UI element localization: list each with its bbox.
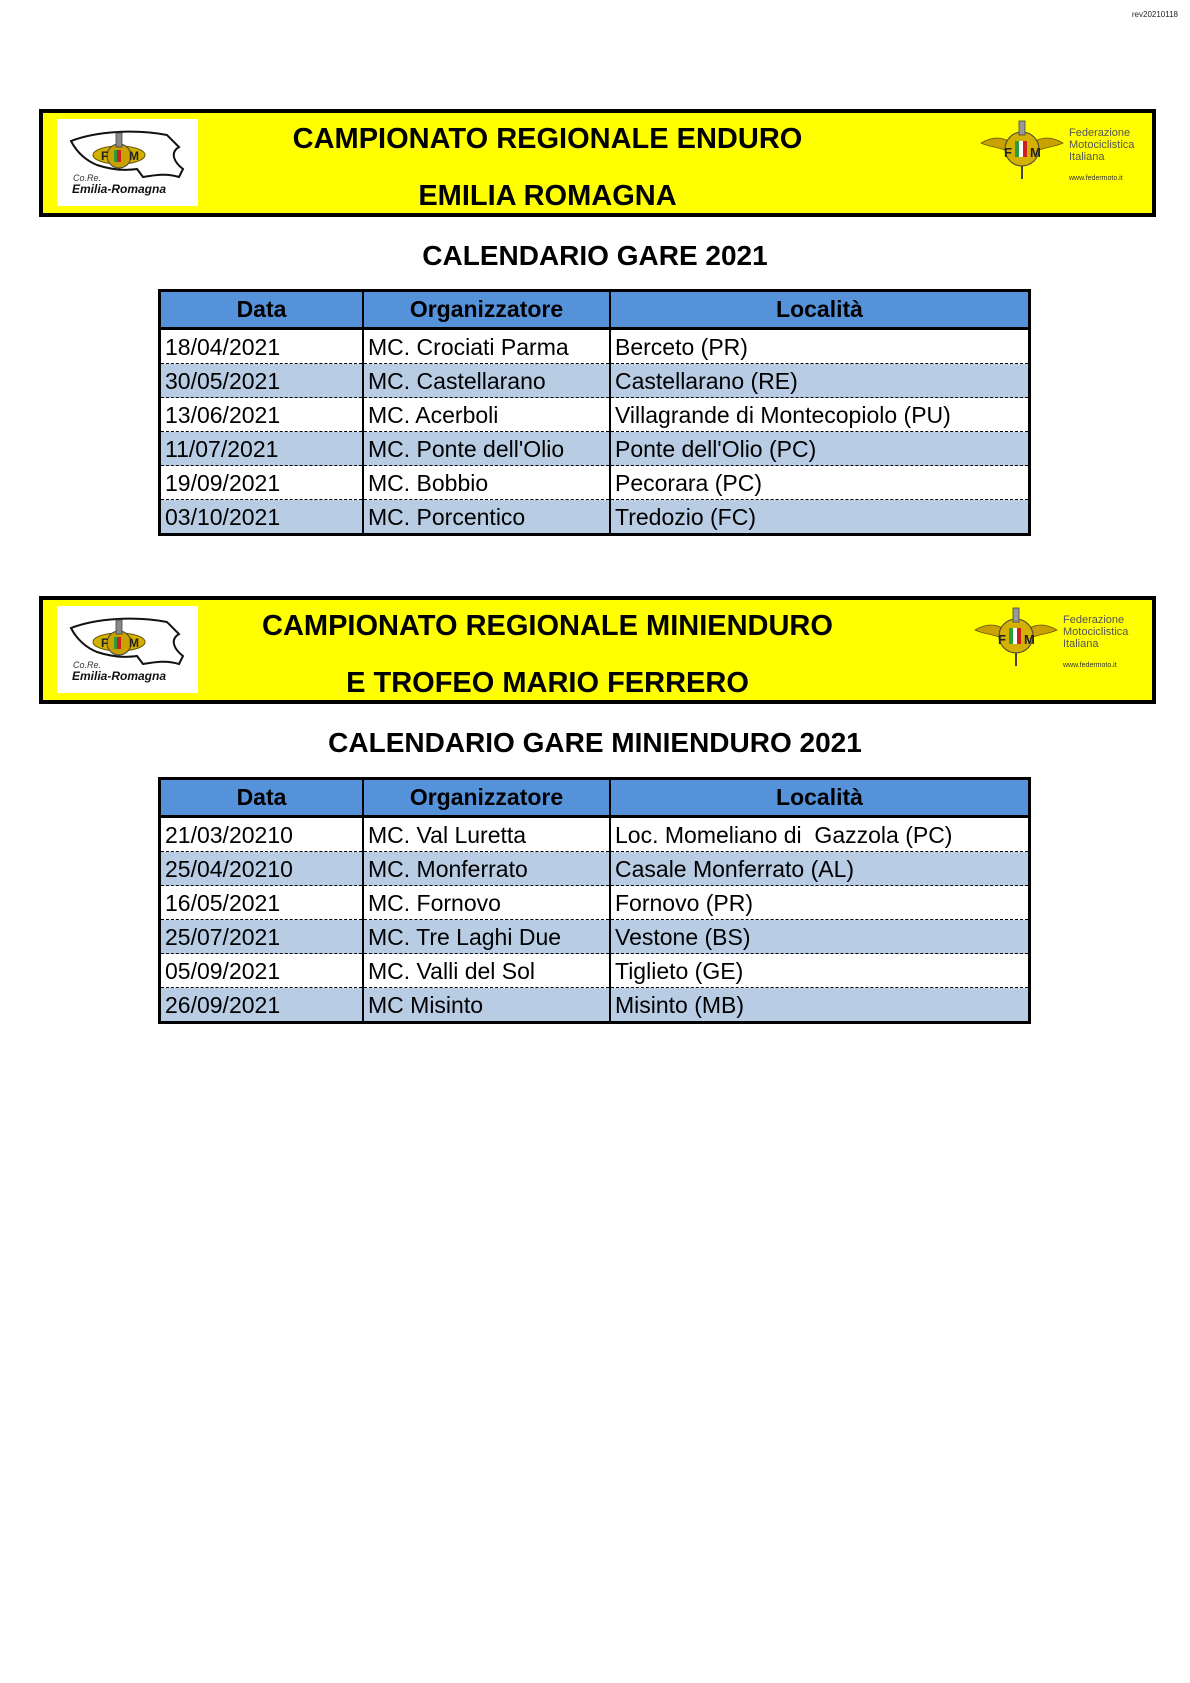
minienduro-calendar-title: CALENDARIO GARE MINIENDURO 2021: [328, 727, 862, 758]
svg-text:F: F: [101, 636, 109, 650]
fmi-name: [1069, 127, 1134, 163]
logo-left-line2: Emilia-Romagna: [72, 669, 167, 683]
cell-location: Ponte dell'Olio (PC): [610, 432, 1030, 466]
svg-text:M: M: [129, 636, 139, 650]
cell-organizer: MC. Fornovo: [363, 886, 610, 920]
table-row: [160, 954, 1030, 988]
fmi-name-line3: Italiana: [1069, 151, 1105, 163]
cell-date: 18/04/2021: [160, 329, 364, 364]
enduro-banner-title-line2: EMILIA ROMAGNA: [418, 180, 677, 212]
table-header-row: [160, 291, 1030, 329]
fmi-name-line1: Federazione: [1069, 127, 1131, 139]
column-header-date: Data: [160, 291, 364, 329]
cell-organizer: MC. Castellarano: [363, 364, 610, 398]
table-header-row: [160, 779, 1030, 817]
enduro-banner-title-line1: CAMPIONATO REGIONALE ENDURO: [292, 123, 803, 155]
cell-date: 19/09/2021: [160, 466, 364, 500]
table-row: [160, 432, 1030, 466]
table-row: [160, 920, 1030, 954]
cell-date: 13/06/2021: [160, 398, 364, 432]
minienduro-banner: [39, 596, 1156, 704]
fmi-name-line2: Motociclistica: [1063, 626, 1129, 638]
cell-date: 30/05/2021: [160, 364, 364, 398]
table-row: [160, 364, 1030, 398]
fmi-url: www.federmoto.it: [1069, 175, 1123, 182]
table-row: [160, 817, 1030, 852]
cell-location: Villagrande di Montecopiolo (PU): [610, 398, 1030, 432]
cell-organizer: MC. Crociati Parma: [363, 329, 610, 364]
minienduro-calendar-table: [158, 777, 1031, 1024]
core-emilia-romagna-logo: [57, 119, 198, 206]
fmi-winged-emblem-icon: [971, 604, 1061, 670]
cell-organizer: MC. Tre Laghi Due: [363, 920, 610, 954]
cell-location: Casale Monferrato (AL): [610, 852, 1030, 886]
cell-organizer: MC. Val Luretta: [363, 817, 610, 852]
enduro-calendar-table: [158, 289, 1031, 536]
minienduro-banner-title-line2: E TROFEO MARIO FERRERO: [346, 667, 749, 699]
core-emilia-romagna-logo: [57, 606, 198, 693]
cell-date: 05/09/2021: [160, 954, 364, 988]
cell-location: Berceto (PR): [610, 329, 1030, 364]
minienduro-banner-title-line1: CAMPIONATO REGIONALE MINIENDURO: [262, 610, 833, 642]
revision-label: rev20210118: [1131, 10, 1178, 19]
table-row: [160, 988, 1030, 1023]
cell-location: Fornovo (PR): [610, 886, 1030, 920]
cell-organizer: MC. Acerboli: [363, 398, 610, 432]
cell-organizer: MC. Porcentico: [363, 500, 610, 535]
cell-date: 21/03/20210: [160, 817, 364, 852]
cell-location: Loc. Momeliano di Gazzola (PC): [610, 817, 1030, 852]
cell-organizer: MC. Valli del Sol: [363, 954, 610, 988]
cell-organizer: MC Misinto: [363, 988, 610, 1023]
table-row: [160, 852, 1030, 886]
logo-left-line1: Co.Re.: [73, 660, 102, 670]
table-row: [160, 500, 1030, 535]
cell-location: Castellarano (RE): [610, 364, 1030, 398]
column-header-location: Località: [610, 291, 1030, 329]
column-header-location: Località: [610, 779, 1030, 817]
cell-location: Tredozio (FC): [610, 500, 1030, 535]
svg-text:M: M: [1024, 632, 1035, 647]
cell-date: 11/07/2021: [160, 432, 364, 466]
cell-location: Misinto (MB): [610, 988, 1030, 1023]
fmi-logo: [977, 117, 1147, 187]
column-header-organizer: Organizzatore: [363, 779, 610, 817]
cell-location: Tiglieto (GE): [610, 954, 1030, 988]
cell-date: 16/05/2021: [160, 886, 364, 920]
table-row: [160, 466, 1030, 500]
svg-text:M: M: [129, 149, 139, 163]
column-header-organizer: Organizzatore: [363, 291, 610, 329]
table-row: [160, 886, 1030, 920]
svg-text:M: M: [1030, 145, 1041, 160]
fmi-name-line1: Federazione: [1063, 614, 1125, 626]
cell-location: Pecorara (PC): [610, 466, 1030, 500]
cell-organizer: MC. Ponte dell'Olio: [363, 432, 610, 466]
fmi-name-line2: Motociclistica: [1069, 139, 1135, 151]
table-row: [160, 329, 1030, 364]
cell-date: 25/07/2021: [160, 920, 364, 954]
column-header-date: Data: [160, 779, 364, 817]
logo-left-line2: Emilia-Romagna: [72, 182, 167, 196]
fmi-url: www.federmoto.it: [1063, 662, 1117, 669]
fmi-name-line3: Italiana: [1063, 638, 1099, 650]
enduro-calendar-title: CALENDARIO GARE 2021: [422, 240, 768, 271]
cell-organizer: MC. Monferrato: [363, 852, 610, 886]
fmi-winged-emblem-icon: [977, 117, 1067, 183]
cell-location: Vestone (BS): [610, 920, 1030, 954]
fmi-name: [1063, 614, 1128, 650]
logo-left-line1: Co.Re.: [73, 173, 102, 183]
svg-text:F: F: [1004, 145, 1012, 160]
svg-text:F: F: [998, 632, 1006, 647]
cell-date: 03/10/2021: [160, 500, 364, 535]
enduro-banner: [39, 109, 1156, 217]
fmi-logo: [971, 604, 1141, 674]
cell-organizer: MC. Bobbio: [363, 466, 610, 500]
cell-date: 25/04/20210: [160, 852, 364, 886]
cell-date: 26/09/2021: [160, 988, 364, 1023]
svg-text:F: F: [101, 149, 109, 163]
table-row: [160, 398, 1030, 432]
